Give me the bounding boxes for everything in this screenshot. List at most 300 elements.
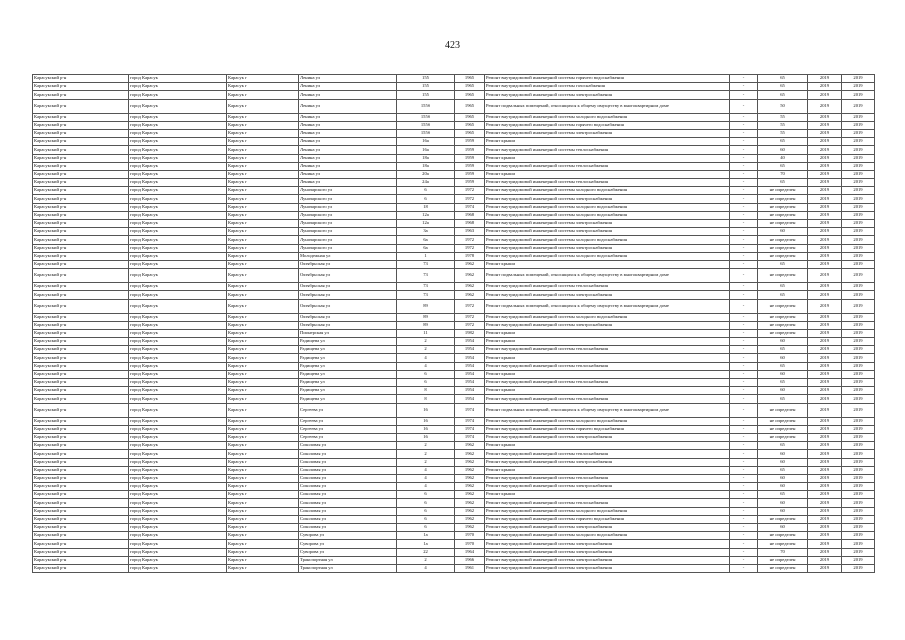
town-cell: Карасук г [227, 425, 299, 433]
build-year-cell: 1954 [455, 346, 485, 354]
town-cell: Карасук г [227, 466, 299, 474]
settlement-cell: город Карасук [129, 458, 227, 466]
street-cell: Октябрьская ул [299, 313, 397, 321]
table-row [33, 491, 875, 499]
house-number-cell: 3а [397, 228, 455, 236]
town-cell: Карасук г [227, 99, 299, 113]
end-year-cell: 2019 [842, 515, 875, 523]
wear-term-cell: не определен [758, 403, 808, 417]
placeholder-dash-cell: - [730, 260, 758, 268]
work-type-cell: Ремонт внутридомовой инженерной системы электроснабжения [485, 129, 730, 137]
house-number-cell: 155 [397, 83, 455, 91]
district-cell: Карасукский р-н [33, 252, 129, 260]
settlement-cell: город Карасук [129, 99, 227, 113]
settlement-cell: город Карасук [129, 162, 227, 170]
end-year-cell: 2019 [842, 507, 875, 515]
district-cell: Карасукский р-н [33, 179, 129, 187]
street-cell: Октябрьская ул [299, 269, 397, 283]
town-cell: Карасук г [227, 195, 299, 203]
build-year-cell: 1974 [455, 417, 485, 425]
build-year-cell: 1961 [455, 564, 485, 572]
end-year-cell: 2019 [842, 450, 875, 458]
settlement-cell: город Карасук [129, 179, 227, 187]
wear-term-cell: не определен [758, 532, 808, 540]
wear-term-cell: 55 [758, 129, 808, 137]
end-year-cell: 2019 [842, 91, 875, 99]
end-year-cell: 2019 [842, 466, 875, 474]
wear-term-cell: 65 [758, 379, 808, 387]
district-cell: Карасукский р-н [33, 236, 129, 244]
end-year-cell: 2019 [842, 129, 875, 137]
build-year-cell: 1963 [455, 228, 485, 236]
settlement-cell: город Карасук [129, 474, 227, 482]
wear-term-cell: не определен [758, 321, 808, 329]
placeholder-dash-cell: - [730, 179, 758, 187]
build-year-cell: 1954 [455, 395, 485, 403]
street-cell: Луначарского ул [299, 228, 397, 236]
work-type-cell: Ремонт крыши [485, 491, 730, 499]
build-year-cell: 1962 [455, 483, 485, 491]
placeholder-dash-cell: - [730, 154, 758, 162]
table-row [33, 291, 875, 299]
placeholder-dash-cell: - [730, 91, 758, 99]
start-year-cell: 2019 [808, 211, 842, 219]
work-type-cell: Ремонт крыши [485, 138, 730, 146]
table-row [33, 354, 875, 362]
town-cell: Карасук г [227, 442, 299, 450]
work-type-cell: Ремонт подвальных помещений, относящихся к общему имуществу в многоквартирном доме [485, 269, 730, 283]
street-cell: Суворова ул [299, 532, 397, 540]
district-cell: Карасукский р-н [33, 466, 129, 474]
work-type-cell: Ремонт внутридомовой инженерной системы теплоснабжения [485, 395, 730, 403]
house-number-cell: 11 [397, 329, 455, 337]
town-cell: Карасук г [227, 129, 299, 137]
house-number-cell: 22 [397, 548, 455, 556]
build-year-cell: 1954 [455, 370, 485, 378]
start-year-cell: 2019 [808, 515, 842, 523]
wear-term-cell: не определен [758, 433, 808, 441]
district-cell: Карасукский р-н [33, 433, 129, 441]
settlement-cell: город Карасук [129, 260, 227, 268]
end-year-cell: 2019 [842, 146, 875, 154]
district-cell: Карасукский р-н [33, 548, 129, 556]
build-year-cell: 1972 [455, 244, 485, 252]
start-year-cell: 2019 [808, 91, 842, 99]
settlement-cell: город Карасук [129, 483, 227, 491]
end-year-cell: 2019 [842, 170, 875, 178]
end-year-cell: 2019 [842, 346, 875, 354]
end-year-cell: 2019 [842, 403, 875, 417]
district-cell: Карасукский р-н [33, 170, 129, 178]
town-cell: Карасук г [227, 236, 299, 244]
work-type-cell: Ремонт внутридомовой инженерной системы электроснабжения [485, 321, 730, 329]
work-type-cell: Ремонт внутридомовой инженерной системы холодного водоснабжения [485, 113, 730, 121]
build-year-cell: 1964 [455, 548, 485, 556]
table-row [33, 220, 875, 228]
street-cell: Радищева ул [299, 338, 397, 346]
end-year-cell: 2019 [842, 269, 875, 283]
wear-term-cell: 65 [758, 346, 808, 354]
start-year-cell: 2019 [808, 433, 842, 441]
work-type-cell: Ремонт внутридомовой инженерной системы электроснабжения [485, 291, 730, 299]
build-year-cell: 1974 [455, 403, 485, 417]
house-number-cell: 12а [397, 211, 455, 219]
placeholder-dash-cell: - [730, 228, 758, 236]
wear-term-cell: не определен [758, 540, 808, 548]
end-year-cell: 2019 [842, 121, 875, 129]
work-type-cell: Ремонт внутридомовой инженерной системы горячего водоснабжения [485, 121, 730, 129]
district-cell: Карасукский р-н [33, 370, 129, 378]
house-number-cell: 4 [397, 466, 455, 474]
end-year-cell: 2019 [842, 83, 875, 91]
wear-term-cell: 65 [758, 283, 808, 291]
town-cell: Карасук г [227, 211, 299, 219]
settlement-cell: город Карасук [129, 91, 227, 99]
district-cell: Карасукский р-н [33, 203, 129, 211]
start-year-cell: 2019 [808, 395, 842, 403]
start-year-cell: 2019 [808, 403, 842, 417]
street-cell: Сергеева ул [299, 433, 397, 441]
house-number-cell: 155б [397, 113, 455, 121]
work-type-cell: Ремонт внутридомовой инженерной системы теплоснабжения [485, 146, 730, 154]
wear-term-cell: не определен [758, 203, 808, 211]
build-year-cell: 1972 [455, 321, 485, 329]
settlement-cell: город Карасук [129, 507, 227, 515]
wear-term-cell: 65 [758, 83, 808, 91]
placeholder-dash-cell: - [730, 211, 758, 219]
wear-term-cell: 65 [758, 466, 808, 474]
district-cell: Карасукский р-н [33, 313, 129, 321]
settlement-cell: город Карасук [129, 564, 227, 572]
house-number-cell: 2 [397, 338, 455, 346]
wear-term-cell: не определен [758, 236, 808, 244]
house-number-cell: 155б [397, 99, 455, 113]
settlement-cell: город Карасук [129, 362, 227, 370]
settlement-cell: город Карасук [129, 170, 227, 178]
end-year-cell: 2019 [842, 321, 875, 329]
town-cell: Карасук г [227, 370, 299, 378]
street-cell: Соколовая ул [299, 458, 397, 466]
house-number-cell: 155б [397, 129, 455, 137]
table-row [33, 211, 875, 219]
table-row [33, 417, 875, 425]
house-number-cell: 16 [397, 433, 455, 441]
district-cell: Карасукский р-н [33, 154, 129, 162]
start-year-cell: 2019 [808, 154, 842, 162]
town-cell: Карасук г [227, 321, 299, 329]
build-year-cell: 1962 [455, 269, 485, 283]
placeholder-dash-cell: - [730, 283, 758, 291]
house-number-cell: 18 [397, 203, 455, 211]
placeholder-dash-cell: - [730, 129, 758, 137]
wear-term-cell: 55 [758, 113, 808, 121]
work-type-cell: Ремонт внутридомовой инженерной системы электроснабжения [485, 548, 730, 556]
build-year-cell: 1974 [455, 203, 485, 211]
district-cell: Карасукский р-н [33, 75, 129, 83]
end-year-cell: 2019 [842, 483, 875, 491]
start-year-cell: 2019 [808, 564, 842, 572]
settlement-cell: город Карасук [129, 354, 227, 362]
end-year-cell: 2019 [842, 379, 875, 387]
district-cell: Карасукский р-н [33, 354, 129, 362]
placeholder-dash-cell: - [730, 507, 758, 515]
table-row [33, 252, 875, 260]
district-cell: Карасукский р-н [33, 556, 129, 564]
wear-term-cell: не определен [758, 417, 808, 425]
settlement-cell: город Карасук [129, 556, 227, 564]
wear-term-cell: не определен [758, 564, 808, 572]
placeholder-dash-cell: - [730, 379, 758, 387]
district-cell: Карасукский р-н [33, 121, 129, 129]
street-cell: Транспортная ул [299, 564, 397, 572]
town-cell: Карасук г [227, 417, 299, 425]
work-type-cell: Ремонт внутридомовой инженерной системы теплоснабжения [485, 179, 730, 187]
wear-term-cell: 60 [758, 228, 808, 236]
end-year-cell: 2019 [842, 195, 875, 203]
street-cell: Ленина ул [299, 83, 397, 91]
street-cell: Ленина ул [299, 121, 397, 129]
end-year-cell: 2019 [842, 499, 875, 507]
work-type-cell: Ремонт внутридомовой инженерной системы электроснабжения [485, 483, 730, 491]
work-type-cell: Ремонт крыши [485, 329, 730, 337]
town-cell: Карасук г [227, 187, 299, 195]
street-cell: Транспортная ул [299, 556, 397, 564]
house-number-cell: 1а [397, 540, 455, 548]
district-cell: Карасукский р-н [33, 532, 129, 540]
table-row [33, 138, 875, 146]
start-year-cell: 2019 [808, 532, 842, 540]
table-row [33, 299, 875, 313]
work-type-cell: Ремонт внутридомовой инженерной системы холодного водоснабжения [485, 252, 730, 260]
placeholder-dash-cell: - [730, 244, 758, 252]
end-year-cell: 2019 [842, 220, 875, 228]
town-cell: Карасук г [227, 113, 299, 121]
end-year-cell: 2019 [842, 291, 875, 299]
placeholder-dash-cell: - [730, 236, 758, 244]
district-cell: Карасукский р-н [33, 283, 129, 291]
house-number-cell: 18а [397, 162, 455, 170]
town-cell: Карасук г [227, 556, 299, 564]
placeholder-dash-cell: - [730, 269, 758, 283]
table-row [33, 146, 875, 154]
settlement-cell: город Карасук [129, 395, 227, 403]
placeholder-dash-cell: - [730, 483, 758, 491]
town-cell: Карасук г [227, 403, 299, 417]
wear-term-cell: не определен [758, 556, 808, 564]
end-year-cell: 2019 [842, 354, 875, 362]
build-year-cell: 1965 [455, 113, 485, 121]
street-cell: Соколовая ул [299, 474, 397, 482]
work-type-cell: Ремонт внутридомовой инженерной системы теплоснабжения [485, 474, 730, 482]
table-row [33, 466, 875, 474]
settlement-cell: город Карасук [129, 236, 227, 244]
work-type-cell: Ремонт внутридомовой инженерной системы электроснабжения [485, 556, 730, 564]
town-cell: Карасук г [227, 338, 299, 346]
wear-term-cell: 60 [758, 146, 808, 154]
end-year-cell: 2019 [842, 540, 875, 548]
build-year-cell: 1962 [455, 283, 485, 291]
build-year-cell: 1954 [455, 387, 485, 395]
end-year-cell: 2019 [842, 425, 875, 433]
table-row [33, 195, 875, 203]
town-cell: Карасук г [227, 91, 299, 99]
town-cell: Карасук г [227, 329, 299, 337]
work-type-cell: Ремонт внутридомовой инженерной системы электроснабжения [485, 524, 730, 532]
build-year-cell: 1974 [455, 433, 485, 441]
settlement-cell: город Карасук [129, 75, 227, 83]
table-row [33, 346, 875, 354]
house-number-cell: 16а [397, 138, 455, 146]
work-type-cell: Ремонт внутридомовой инженерной системы холодного водоснабжения [485, 417, 730, 425]
work-type-cell: Ремонт внутридомовой инженерной системы электроснабжения [485, 228, 730, 236]
street-cell: Суворова ул [299, 548, 397, 556]
end-year-cell: 2019 [842, 75, 875, 83]
work-type-cell: Ремонт крыши [485, 338, 730, 346]
work-type-cell: Ремонт внутридомовой инженерной системы теплоснабжения [485, 162, 730, 170]
start-year-cell: 2019 [808, 370, 842, 378]
work-type-cell: Ремонт внутридомовой инженерной системы электроснабжения [485, 564, 730, 572]
town-cell: Карасук г [227, 252, 299, 260]
start-year-cell: 2019 [808, 269, 842, 283]
build-year-cell: 1954 [455, 379, 485, 387]
build-year-cell: 1978 [455, 252, 485, 260]
work-type-cell: Ремонт внутридомовой инженерной системы теплоснабжения [485, 499, 730, 507]
settlement-cell: город Карасук [129, 524, 227, 532]
district-cell: Карасукский р-н [33, 417, 129, 425]
work-type-cell: Ремонт подвальных помещений, относящихся к общему имуществу в многоквартирном доме [485, 403, 730, 417]
table-row [33, 499, 875, 507]
build-year-cell: 1962 [455, 466, 485, 474]
settlement-cell: город Карасук [129, 146, 227, 154]
district-cell: Карасукский р-н [33, 299, 129, 313]
build-year-cell: 1959 [455, 179, 485, 187]
settlement-cell: город Карасук [129, 129, 227, 137]
build-year-cell: 1965 [455, 121, 485, 129]
street-cell: Пионерская ул [299, 329, 397, 337]
build-year-cell: 1972 [455, 299, 485, 313]
district-cell: Карасукский р-н [33, 244, 129, 252]
work-type-cell: Ремонт крыши [485, 370, 730, 378]
table-row [33, 564, 875, 572]
wear-term-cell: не определен [758, 515, 808, 523]
wear-term-cell: 60 [758, 499, 808, 507]
wear-term-cell: 65 [758, 91, 808, 99]
settlement-cell: город Карасук [129, 403, 227, 417]
settlement-cell: город Карасук [129, 121, 227, 129]
street-cell: Соколовая ул [299, 466, 397, 474]
end-year-cell: 2019 [842, 556, 875, 564]
table-row [33, 387, 875, 395]
wear-term-cell: 65 [758, 442, 808, 450]
town-cell: Карасук г [227, 146, 299, 154]
start-year-cell: 2019 [808, 283, 842, 291]
house-number-cell: 73 [397, 269, 455, 283]
town-cell: Карасук г [227, 564, 299, 572]
settlement-cell: город Карасук [129, 346, 227, 354]
start-year-cell: 2019 [808, 75, 842, 83]
wear-term-cell: 65 [758, 491, 808, 499]
work-type-cell: Ремонт внутридомовой инженерной системы электроснабжения [485, 244, 730, 252]
street-cell: Суворова ул [299, 540, 397, 548]
settlement-cell: город Карасук [129, 269, 227, 283]
settlement-cell: город Карасук [129, 370, 227, 378]
street-cell: Сергеева ул [299, 403, 397, 417]
wear-term-cell: 60 [758, 450, 808, 458]
settlement-cell: город Карасук [129, 83, 227, 91]
work-type-cell: Ремонт крыши [485, 154, 730, 162]
street-cell: Радищева ул [299, 370, 397, 378]
house-number-cell: 6 [397, 524, 455, 532]
build-year-cell: 1962 [455, 450, 485, 458]
table-row [33, 329, 875, 337]
end-year-cell: 2019 [842, 417, 875, 425]
end-year-cell: 2019 [842, 138, 875, 146]
street-cell: Луначарского ул [299, 187, 397, 195]
district-cell: Карасукский р-н [33, 260, 129, 268]
district-cell: Карасукский р-н [33, 146, 129, 154]
build-year-cell: 1962 [455, 507, 485, 515]
work-type-cell: Ремонт внутридомовой инженерной системы теплоснабжения [485, 450, 730, 458]
start-year-cell: 2019 [808, 540, 842, 548]
settlement-cell: город Карасук [129, 450, 227, 458]
work-type-cell: Ремонт внутридомовой инженерной системы холодного водоснабжения [485, 187, 730, 195]
work-type-cell: Ремонт внутридомовой инженерной системы горячего водоснабжения [485, 75, 730, 83]
placeholder-dash-cell: - [730, 203, 758, 211]
wear-term-cell: 60 [758, 387, 808, 395]
wear-term-cell: 60 [758, 338, 808, 346]
table-row [33, 433, 875, 441]
table-row [33, 244, 875, 252]
wear-term-cell: 65 [758, 291, 808, 299]
district-cell: Карасукский р-н [33, 474, 129, 482]
end-year-cell: 2019 [842, 458, 875, 466]
settlement-cell: город Карасук [129, 515, 227, 523]
work-type-cell: Ремонт внутридомовой инженерной системы газоснабжения [485, 83, 730, 91]
wear-term-cell: 70 [758, 170, 808, 178]
build-year-cell: 1965 [455, 91, 485, 99]
placeholder-dash-cell: - [730, 195, 758, 203]
start-year-cell: 2019 [808, 387, 842, 395]
table-row [33, 474, 875, 482]
end-year-cell: 2019 [842, 313, 875, 321]
table-row [33, 313, 875, 321]
wear-term-cell: 60 [758, 474, 808, 482]
end-year-cell: 2019 [842, 474, 875, 482]
district-cell: Карасукский р-н [33, 291, 129, 299]
district-cell: Карасукский р-н [33, 395, 129, 403]
district-cell: Карасукский р-н [33, 162, 129, 170]
house-number-cell: 6 [397, 370, 455, 378]
placeholder-dash-cell: - [730, 170, 758, 178]
build-year-cell: 1962 [455, 515, 485, 523]
settlement-cell: город Карасук [129, 466, 227, 474]
placeholder-dash-cell: - [730, 313, 758, 321]
start-year-cell: 2019 [808, 299, 842, 313]
district-cell: Карасукский р-н [33, 329, 129, 337]
settlement-cell: город Карасук [129, 138, 227, 146]
town-cell: Карасук г [227, 433, 299, 441]
build-year-cell: 1966 [455, 556, 485, 564]
street-cell: Луначарского ул [299, 236, 397, 244]
placeholder-dash-cell: - [730, 442, 758, 450]
settlement-cell: город Карасук [129, 244, 227, 252]
wear-term-cell: 65 [758, 138, 808, 146]
house-number-cell: 6 [397, 379, 455, 387]
table-row [33, 170, 875, 178]
placeholder-dash-cell: - [730, 532, 758, 540]
table-row [33, 338, 875, 346]
street-cell: Радищева ул [299, 346, 397, 354]
